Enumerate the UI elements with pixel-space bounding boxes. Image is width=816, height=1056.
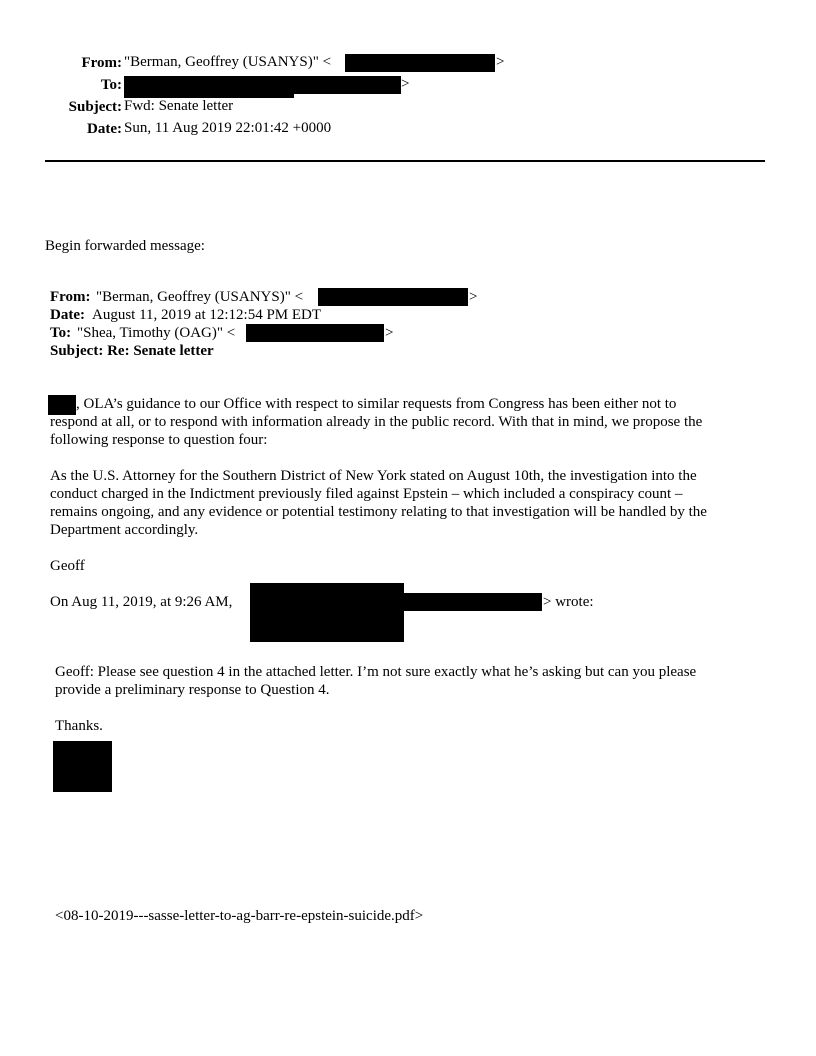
outer-date-value: Sun, 11 Aug 2019 22:01:42 +0000 — [124, 120, 332, 136]
para2-line4: Department accordingly. — [50, 522, 199, 538]
inner-date-value: August 11, 2019 at 12:12:54 PM EDT — [92, 307, 322, 323]
outer-to-label-cell — [0, 76, 122, 94]
redaction-box — [404, 593, 542, 611]
attachment-name: <08-10-2019---sasse-letter-to-ag-barr-re-epstein-suicide.pdf> — [55, 908, 424, 924]
inner-from-label: From: — [50, 289, 91, 305]
outer-subject-value: Fwd: Senate letter — [124, 98, 234, 114]
outer-from-close: > — [496, 54, 505, 70]
inner-to-value: "Shea, Timothy (OAG)" < — [77, 325, 236, 341]
redaction-box — [124, 82, 294, 98]
outer-from-value: "Berman, Geoffrey (USANYS)" < — [124, 54, 332, 70]
quoted-thanks: Thanks. — [55, 718, 103, 734]
inner-date-label: Date: — [50, 307, 85, 323]
outer-to-close: > — [401, 76, 410, 92]
redaction-box — [345, 54, 495, 72]
para1-line2: respond at all, or to respond with information already in the public record. With that in mind, we propose the — [50, 414, 703, 430]
para2-line2: conduct charged in the Indictment previously filed against Epstein – which included a conspiracy count – — [50, 486, 683, 502]
forward-intro: Begin forwarded message: — [45, 238, 205, 254]
quote-intro-prefix: On Aug 11, 2019, at 9:26 AM, — [50, 594, 233, 610]
redaction-box — [318, 288, 468, 306]
signoff: Geoff — [50, 558, 85, 574]
para1-line1: , OLA’s guidance to our Office with respect to similar requests from Congress has been either not to — [76, 396, 677, 412]
para2-line1: As the U.S. Attorney for the Southern District of New York stated on August 10th, the investigation into the — [50, 468, 697, 484]
outer-to-label: To: — [100, 77, 122, 93]
quoted-line1: Geoff: Please see question 4 in the attached letter. I’m not sure exactly what he’s asking but can you please — [55, 664, 697, 680]
outer-date-label: Date: — [87, 121, 122, 137]
quote-intro-suffix: > wrote: — [543, 594, 594, 610]
quoted-line2: provide a preliminary response to Question 4. — [55, 682, 330, 698]
inner-from-close: > — [469, 289, 478, 305]
header-divider — [45, 160, 765, 162]
redaction-box — [250, 583, 404, 642]
para1-line3: following response to question four: — [50, 432, 268, 448]
outer-subject-label-cell — [0, 98, 122, 116]
redaction-box — [48, 395, 76, 415]
outer-from-label-cell — [0, 54, 122, 72]
redaction-box — [246, 324, 384, 342]
inner-to-close: > — [385, 325, 394, 341]
outer-from-label: From: — [81, 55, 122, 71]
redaction-box — [53, 741, 112, 792]
inner-from-value: "Berman, Geoffrey (USANYS)" < — [96, 289, 304, 305]
outer-date-label-cell — [0, 120, 122, 138]
outer-subject-label: Subject: — [68, 99, 122, 115]
inner-to-label: To: — [50, 325, 72, 341]
para2-line3: remains ongoing, and any evidence or potential testimony relating to that investigation will be handled by the — [50, 504, 707, 520]
inner-subject-label: Subject: Re: Senate letter — [50, 343, 214, 359]
